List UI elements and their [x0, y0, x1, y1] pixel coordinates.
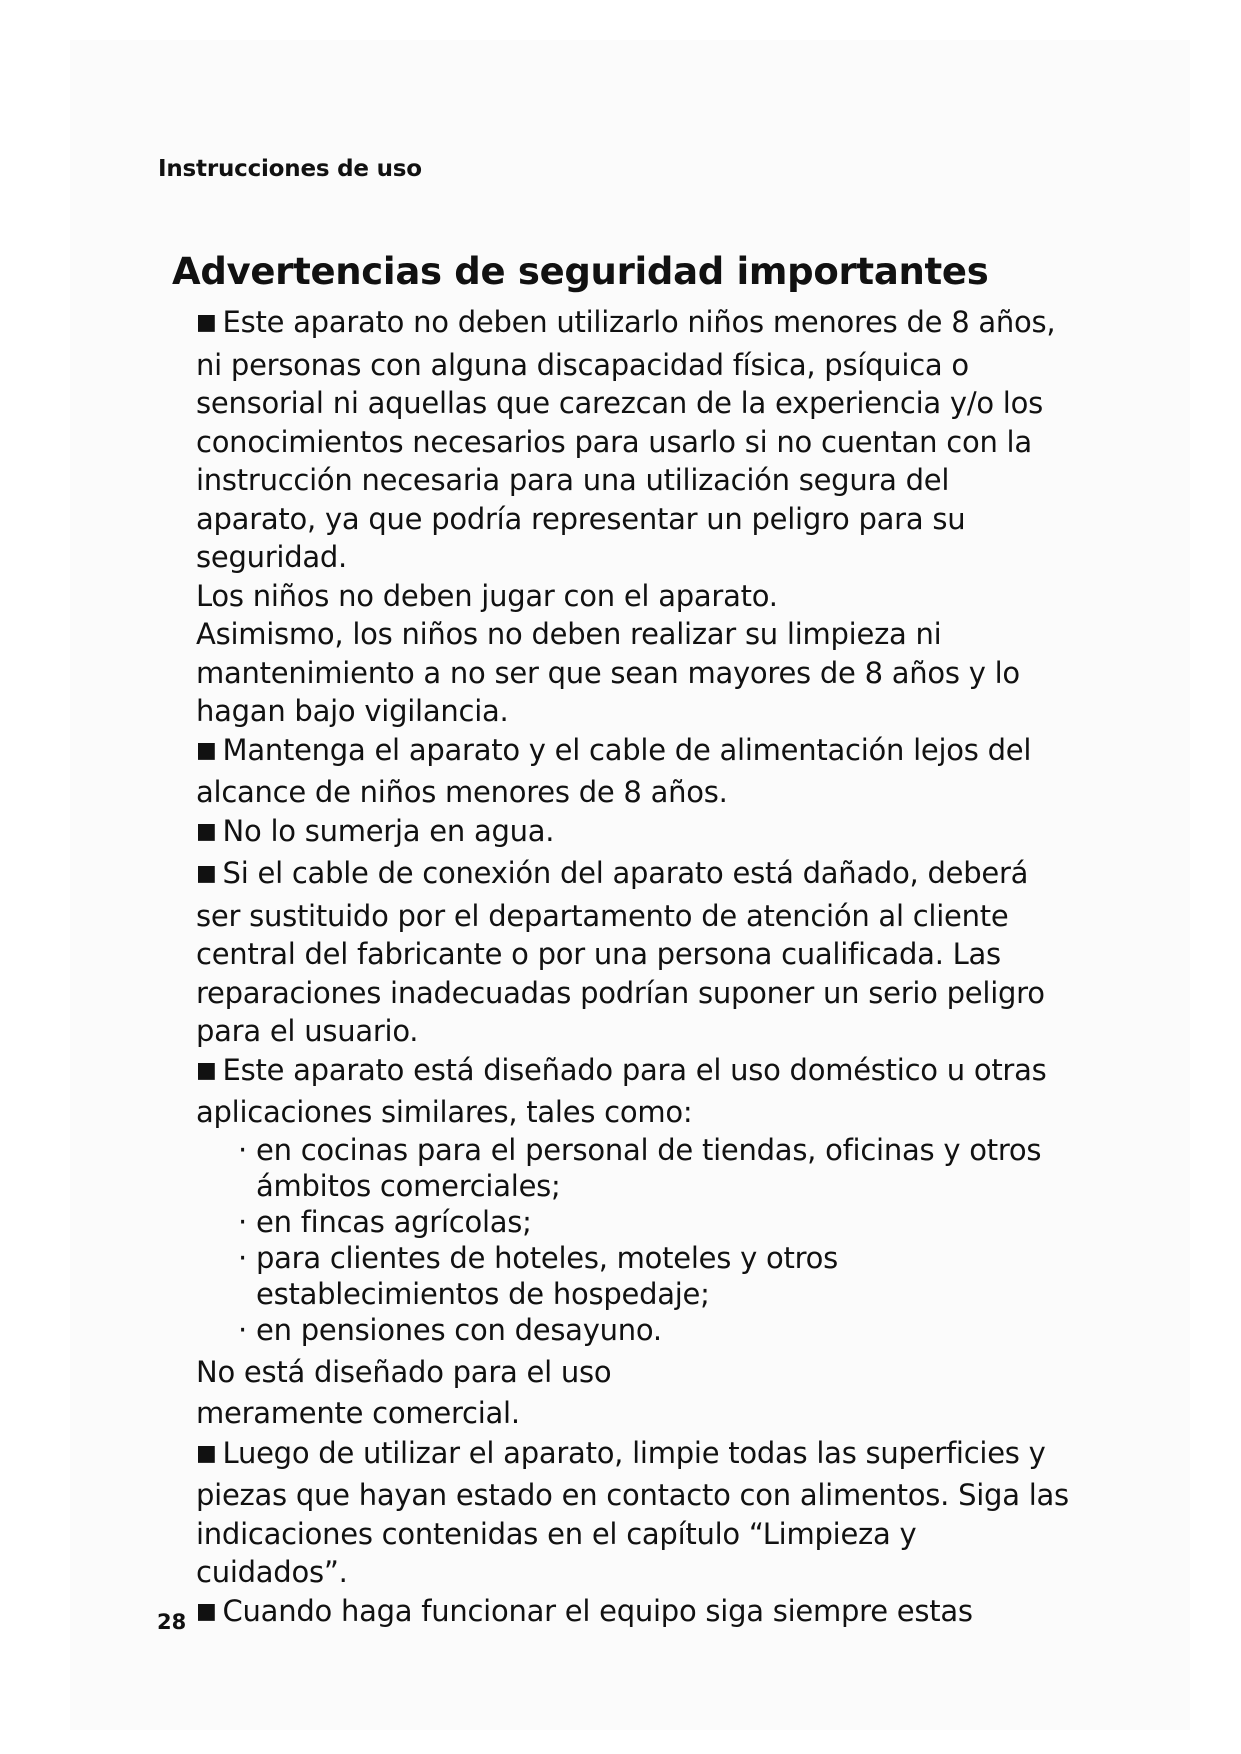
paragraph-text: Cuando haga funcionar el equipo siga siempre estas [222, 1593, 973, 1628]
paragraph-text: Si el cable de conexión del aparato está dañado, deberá ser sustituido por el departamento de atención al cliente central del fabricante o por una persona cualificada. Las reparaciones inadecuadas podrían suponer un serio peligro para el usuario. [196, 856, 1045, 1048]
list-item [238, 1312, 1076, 1348]
paragraph-text: No lo sumerja en agua. [222, 813, 555, 848]
list-item-text: en pensiones con desayuno. [256, 1312, 662, 1347]
square-bullet-icon: ■ [196, 1440, 217, 1466]
section-title: Advertencias de seguridad importantes [172, 250, 989, 293]
list-item [238, 1240, 1076, 1312]
bullet-paragraph [196, 854, 1076, 1051]
list-item-text: para clientes de hoteles, moteles y otros establecimientos de hospedaje; [256, 1240, 838, 1311]
bullet-paragraph [196, 731, 1076, 812]
square-bullet-icon: ■ [196, 818, 217, 844]
paragraph-text: Mantenga el aparato y el cable de alimentación lejos del alcance de niños menores de 8 años. [196, 732, 1032, 809]
bullet-paragraph [196, 303, 1076, 577]
sub-list [196, 1132, 1076, 1348]
bullet-paragraph [196, 1434, 1076, 1592]
bullet-paragraph [196, 812, 1076, 855]
square-bullet-icon: ■ [196, 1057, 217, 1083]
paragraph-text: Los niños no deben jugar con el aparato. [196, 578, 778, 613]
paragraph-text: Luego de utilizar el aparato, limpie todas las superficies y piezas que hayan estado en contacto con alimentos. Siga las indicaciones contenidas en el capítulo “Limpieza y cuidados”. [196, 1435, 1069, 1589]
page-number: 28 [157, 1610, 187, 1634]
square-bullet-icon: ■ [196, 861, 217, 886]
list-item [238, 1204, 1076, 1240]
paragraph-text: No está diseñado para el uso meramente comercial. [196, 1354, 612, 1430]
paragraph-text: Este aparato no deben utilizarlo niños menores de 8 años, ni personas con alguna discapacidad física, psíquica o sensorial ni aquellas que carezcan de la experiencia y/o los conocimientos necesarios para usarlo si no cuentan con la instrucción necesaria para una utilización segura del aparato, ya que podría representar un peligro para su seguridad. [196, 305, 1056, 574]
dot-bullet-icon: · [238, 1312, 247, 1347]
paragraph-text: Este aparato está diseñado para el uso doméstico u otras aplicaciones similares, tales como: [196, 1052, 1047, 1129]
bullet-paragraph [196, 1592, 1076, 1635]
dot-bullet-icon: · [238, 1132, 247, 1167]
paragraph-text: Asimismo, los niños no deben realizar su limpieza ni mantenimiento a no ser que sean mayores de 8 años y lo hagan bajo vigilancia. [196, 617, 1020, 728]
list-item-text: en cocinas para el personal de tiendas, oficinas y otros ámbitos comerciales; [256, 1132, 1042, 1203]
safety-warnings [196, 303, 1076, 1634]
square-bullet-icon: ■ [196, 737, 217, 763]
dot-bullet-icon: · [238, 1240, 247, 1275]
page-header: Instrucciones de uso [158, 156, 422, 182]
list-item-text: en fincas agrícolas; [256, 1204, 532, 1239]
bullet-paragraph [196, 1051, 1076, 1132]
square-bullet-icon: ■ [196, 310, 217, 335]
list-item [238, 1132, 1076, 1204]
dot-bullet-icon: · [238, 1204, 247, 1239]
square-bullet-icon: ■ [196, 1598, 217, 1624]
